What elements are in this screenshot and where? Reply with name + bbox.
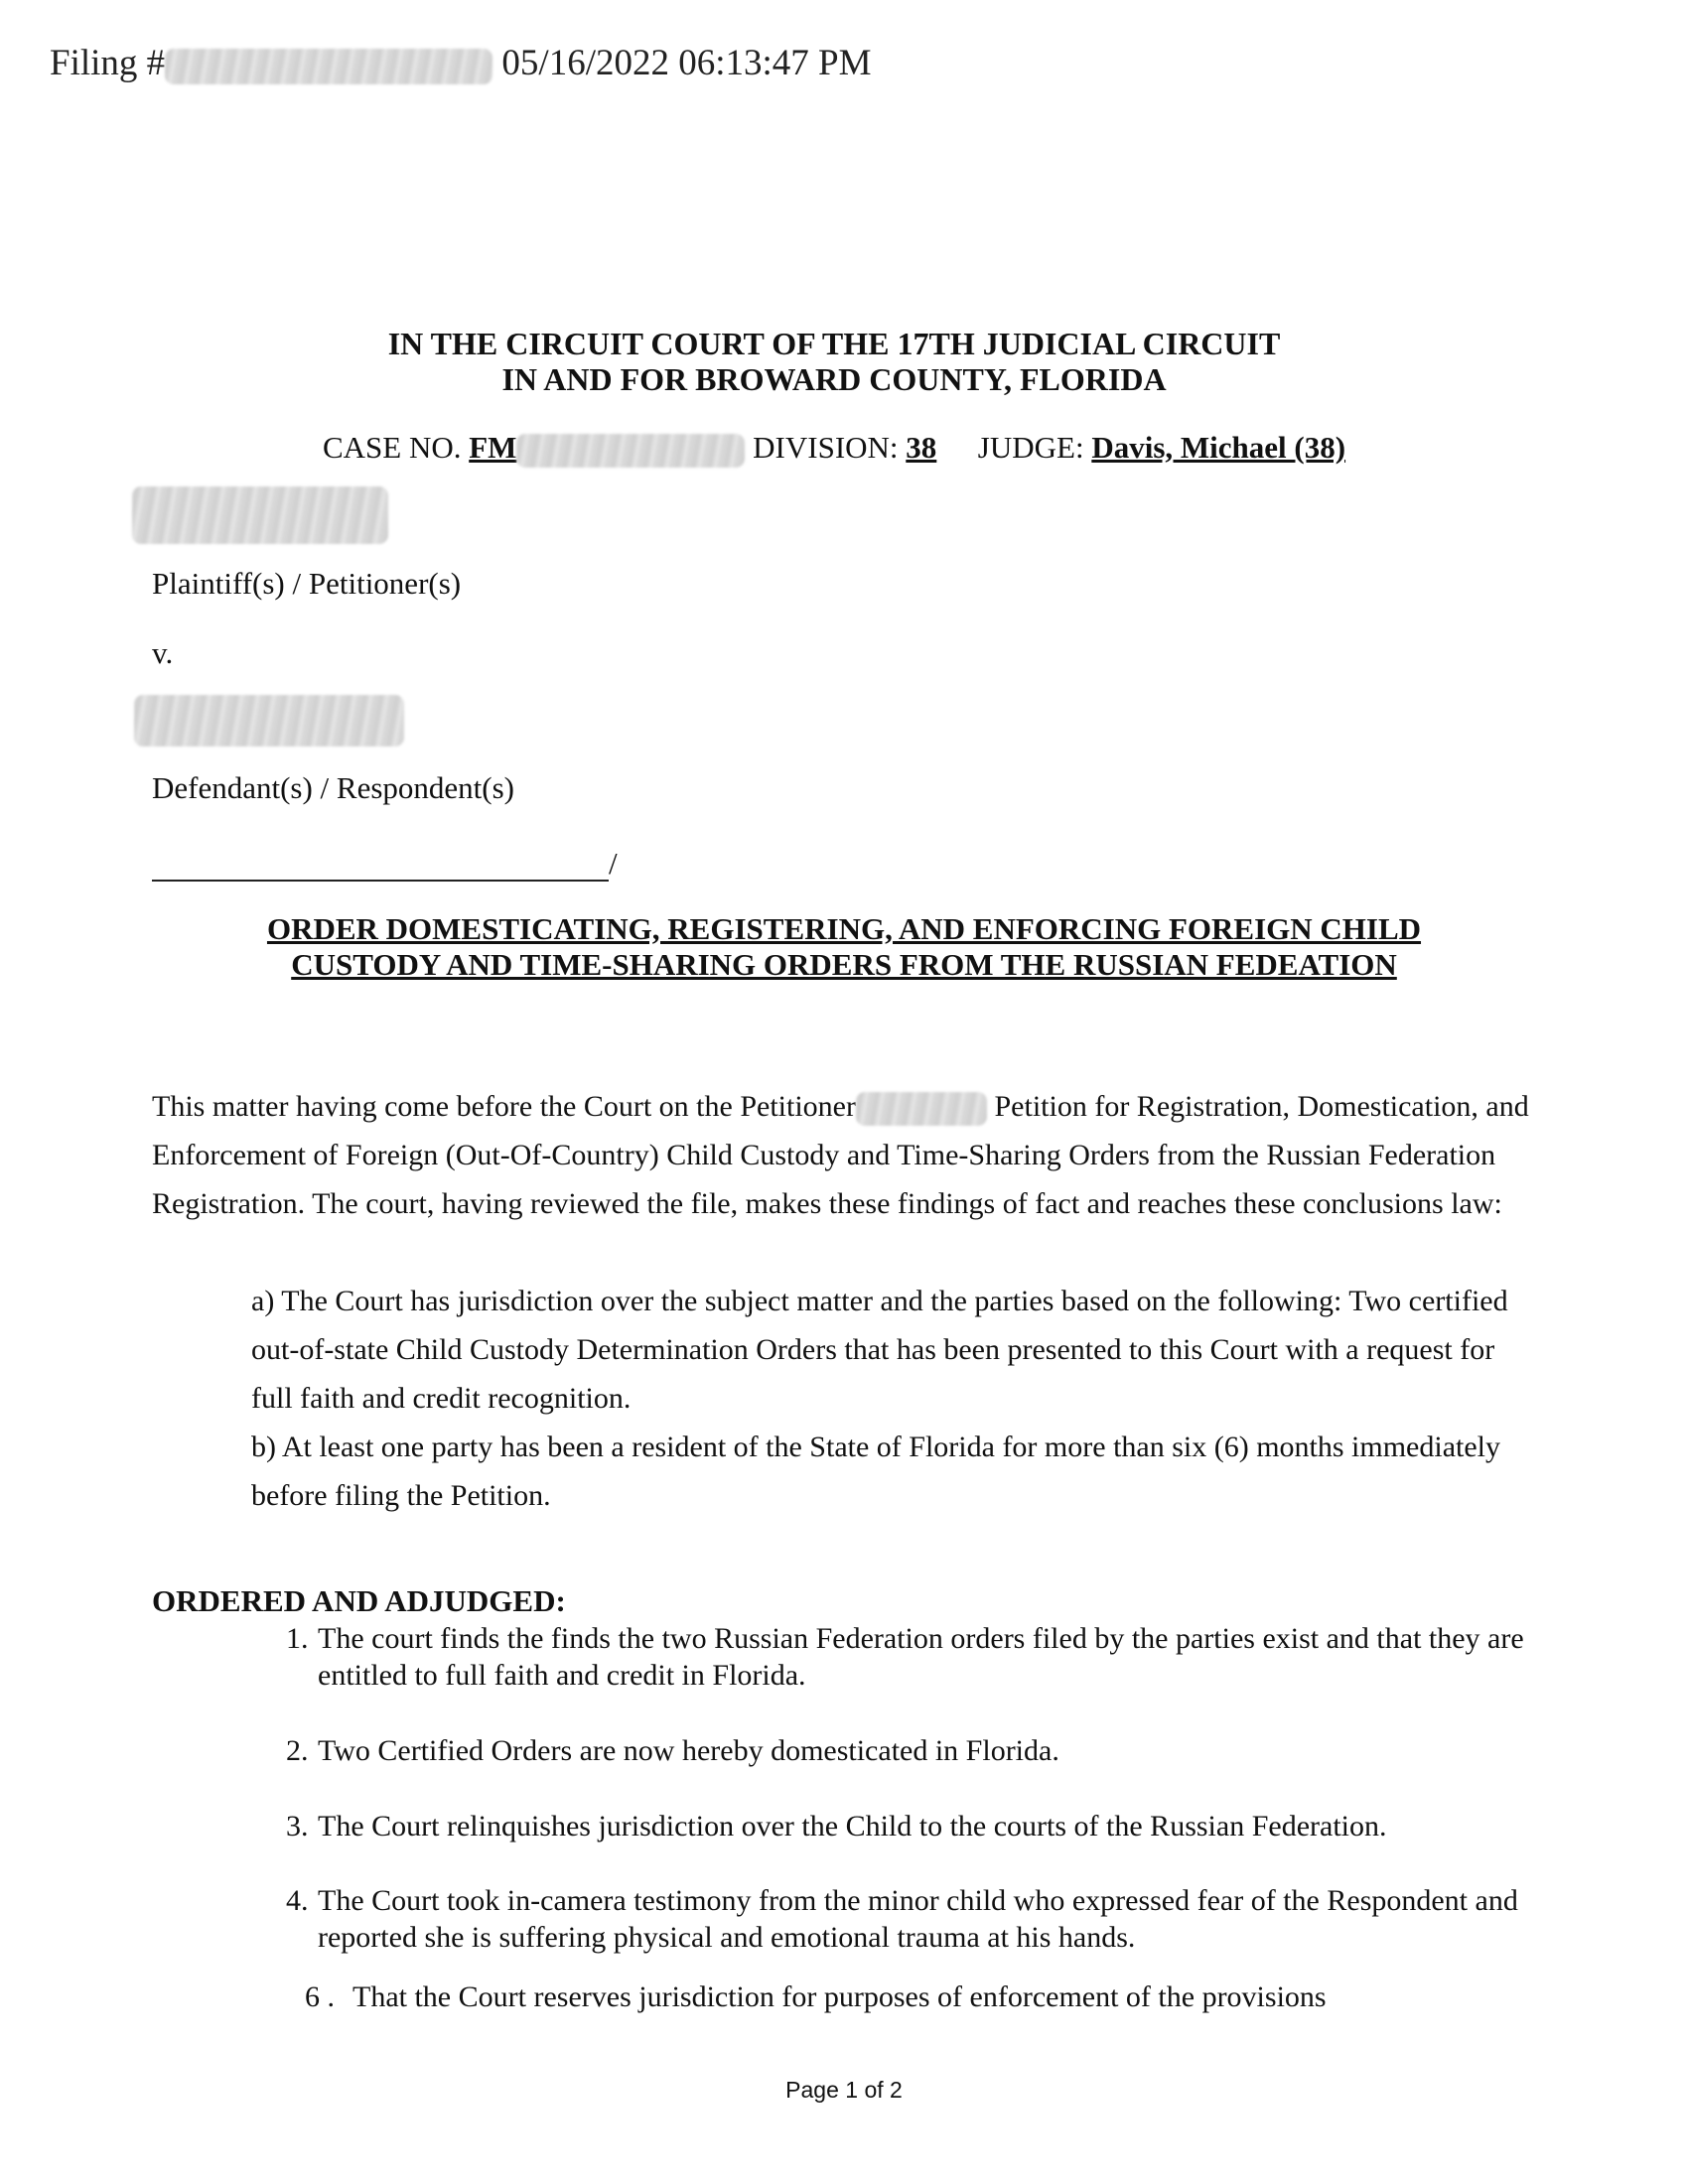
order-item-2 (286, 1732, 1539, 1769)
filing-timestamp: 05/16/2022 06:13:47 PM (501, 43, 872, 83)
case-label: CASE NO. (322, 430, 462, 465)
redacted-plaintiff-name (132, 486, 388, 544)
plaintiff-label: Plaintiff(s) / Petitioner(s) (152, 566, 462, 601)
redacted-case-number (516, 434, 745, 468)
order-item-number: 2. (286, 1734, 309, 1767)
order-item-4 (286, 1882, 1539, 1956)
versus-label: v. (152, 635, 174, 670)
order-title (0, 911, 1688, 983)
division-label: DIVISION: (753, 430, 899, 465)
case-number-prefix: FM (469, 430, 517, 465)
order-item-text: The court finds the finds the two Russian Federation orders filed by the parties exist and that they are entitled to full faith and credit in Florida. (318, 1622, 1524, 1692)
intro-part2: Petition for Registration, Domestication, and Enforcement of Foreign (Out-Of-Country) Child Custody and Time-Sharing Orders from the Russian Federation Registration. The court, having reviewed the file, makes these findings of fact and reaches these conclusions law: (152, 1090, 1529, 1220)
intro-paragraph (152, 1082, 1542, 1228)
filing-prefix: Filing # (50, 43, 166, 83)
page-number: Page 1 of 2 (785, 2077, 903, 2103)
intro-part1: This matter having come before the Court on the Petitioner (152, 1090, 856, 1123)
finding-a: a) The Court has jurisdiction over the subject matter and the parties based on the following: Two certified out-of-state Child Custody Determination Orders that has been presented to this Court with a request for full faith and credit recognition. (251, 1285, 1508, 1415)
order-item-6 (305, 1979, 1574, 2015)
order-item-1 (286, 1620, 1539, 1694)
case-info-line (0, 430, 1668, 468)
finding-b: b) At least one party has been a resident of the State of Florida for more than six (6) months immediately before filing the Petition. (251, 1431, 1501, 1512)
order-item-text: That the Court reserves jurisdiction for purposes of enforcement of the provisions (352, 1980, 1327, 2013)
judge-label: JUDGE: (977, 430, 1084, 465)
caption-closing-line (152, 846, 618, 882)
order-title-line2: CUSTODY AND TIME-SHARING ORDERS FROM THE RUSSIAN FEDEATION (291, 947, 1397, 982)
filing-stamp (50, 42, 872, 84)
order-item-number: 6 . (305, 1980, 335, 2013)
order-item-3 (286, 1808, 1539, 1844)
redacted-petitioner-name (856, 1092, 987, 1126)
division-value: 38 (906, 430, 937, 465)
order-item-number: 3. (286, 1810, 309, 1843)
order-item-text: The Court took in-camera testimony from the minor child who expressed fear of the Respondent and reported she is suffering physical and emotional trauma at his hands. (318, 1884, 1518, 1954)
order-item-text: Two Certified Orders are now hereby domesticated in Florida. (318, 1734, 1059, 1767)
order-title-line1: ORDER DOMESTICATING, REGISTERING, AND ENFORCING FOREIGN CHILD (266, 911, 1422, 946)
redacted-defendant-name (134, 695, 404, 747)
ordered-heading: ORDERED AND ADJUDGED: (152, 1583, 566, 1618)
redacted-filing-number (165, 49, 492, 84)
order-item-number: 1. (286, 1622, 309, 1655)
defendant-label: Defendant(s) / Respondent(s) (152, 770, 515, 805)
order-item-text: The Court relinquishes jurisdiction over the Child to the courts of the Russian Federation. (318, 1810, 1387, 1843)
court-name-line2: IN AND FOR BROWARD COUNTY, FLORIDA (501, 361, 1167, 397)
judge-name: Davis, Michael (38) (1091, 430, 1346, 465)
caption-slash: / (609, 846, 618, 881)
order-item-number: 4. (286, 1884, 309, 1917)
court-name-line1: IN THE CIRCUIT COURT OF THE 17TH JUDICIAL CIRCUIT (387, 326, 1281, 361)
